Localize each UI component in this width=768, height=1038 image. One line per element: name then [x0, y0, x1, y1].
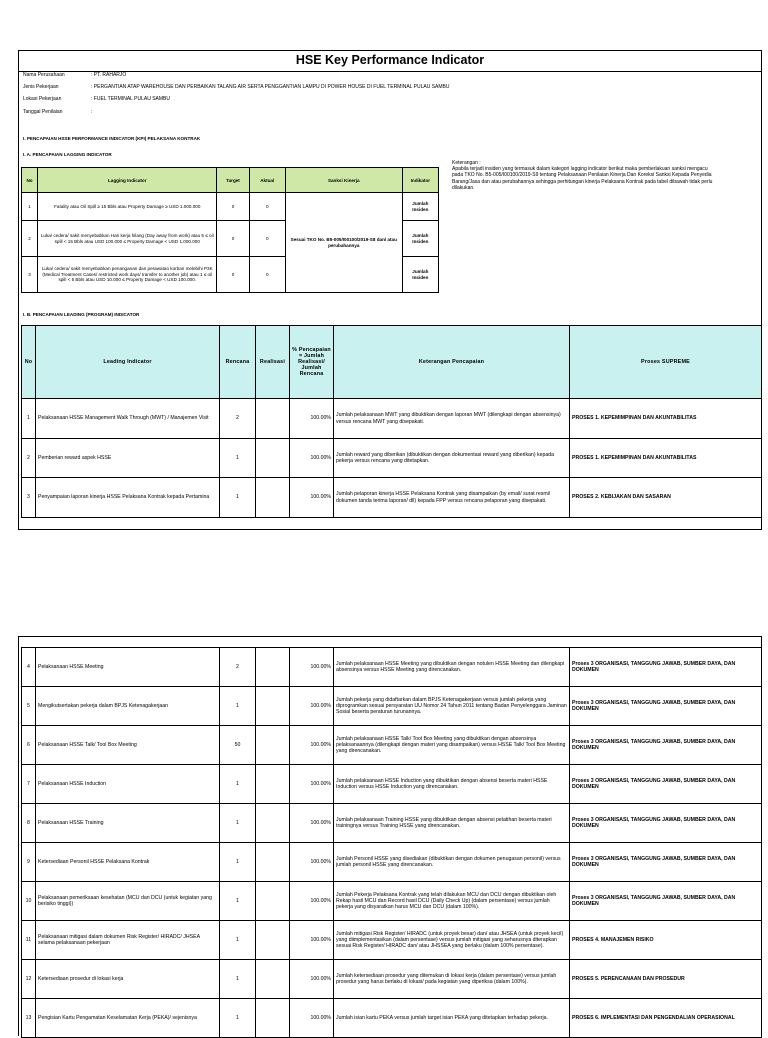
col-header-lagging-indicator: Lagging Indicator	[38, 168, 217, 193]
leading-indicator-table	[21, 325, 762, 518]
row-keterangan: Jumlah pelaksanaan HSSE Induction yang dibuktikan dengan absensi beserta materi HSSE Induction versus HSSE Induction yang direncanakan.	[334, 765, 570, 804]
meta-label: Tanggal Penilaian	[23, 109, 63, 115]
col-header-proses: Proses SUPREME	[570, 326, 762, 399]
meta-value: :	[91, 109, 93, 115]
row-indicator: Pelaksanaan HSSE Management Walk Through (MWT) / Manajemen Visit	[36, 399, 220, 439]
row-realisasi	[256, 399, 290, 439]
row-no: 13	[22, 999, 36, 1038]
table-row	[22, 921, 762, 960]
row-target: 0	[217, 257, 249, 293]
row-keterangan: Jumlah pelaporan kinerja HSSE Pelaksana Kontrak yang disampaikan (by email/ surat resmi/ dokumen tanda terima laporan/ dll) kepada FPP versus rencana pelaporan yang disepakati.	[334, 478, 570, 518]
row-no: 4	[22, 648, 36, 687]
row-no: 2	[22, 439, 36, 478]
table-row	[22, 765, 762, 804]
row-realisasi	[256, 439, 290, 478]
row-no: 9	[22, 843, 36, 882]
meta-value: : FUEL TERMINAL PULAU SAMBU	[91, 96, 170, 102]
row-realisasi	[256, 882, 290, 921]
table-header-row	[22, 168, 439, 193]
row-keterangan: Jumlah isian kartu PEKA versus jumlah target isian PEKA yang ditetapkan terhadap pekerja.	[334, 999, 570, 1038]
row-rencana: 1	[220, 999, 256, 1038]
row-indicator: Ketersediaan prosedur di lokasi kerja	[36, 960, 220, 999]
row-aktual: 0	[249, 257, 285, 293]
meta-row-location	[23, 96, 753, 104]
kpi-frame	[18, 50, 762, 530]
row-indikator: Jumlah Insiden	[402, 221, 438, 257]
row-no: 10	[22, 882, 36, 921]
row-proses: Proses 3 ORGANISASI, TANGGUNG JAWAB, SUMBER DAYA, DAN DOKUMEN	[570, 687, 762, 726]
row-no: 5	[22, 687, 36, 726]
row-keterangan: Jumlah mitigasi Risk Register/ HIRADC (untuk proyek besar) dan/ atau JHSEA (untuk proyek kecil) yang diimplementasikan (dalam persentase) versus jumlah mitigasi yang seharusnya diterapkan sesuai Risk Register/ HIRADC dan/ atau JHSSEA yang berlaku (dalam 100% persentase).	[334, 921, 570, 960]
row-indicator: Pemberian reward aspek HSSE	[36, 439, 220, 478]
table-row	[22, 439, 762, 478]
row-pencapaian: 100.00%	[290, 843, 334, 882]
table-row	[22, 882, 762, 921]
row-keterangan: Jumlah Personil HSSE yang disediakan (dibuktikan dengan dokumen penugasan personil) versus jumlah personil HSSE yang direncanakan.	[334, 843, 570, 882]
row-no: 1	[22, 193, 38, 221]
row-realisasi	[256, 960, 290, 999]
table-row	[22, 478, 762, 518]
row-indicator: Pelaksanaan pemeriksaan kesehatan (MCU dan DCU (untuk kegiatan yang berisiko tinggi))	[36, 882, 220, 921]
row-indicator: Fatality atau Oil Spill ≥ 15 Bbls atau Property Damage ≥ USD 1.000.000	[38, 193, 217, 221]
row-rencana: 1	[220, 765, 256, 804]
document-page-2	[0, 636, 768, 1024]
meta-label: Nama Perusahaan	[23, 72, 65, 78]
row-rencana: 1	[220, 843, 256, 882]
table-header-row	[22, 326, 762, 399]
table-row	[22, 999, 762, 1038]
col-header-realisasi: Realisasi	[256, 326, 290, 399]
row-realisasi	[256, 804, 290, 843]
row-pencapaian: 100.00%	[290, 765, 334, 804]
sanksi-cell: Sesuai TKO No. B5-005/I00100/2019-S8 dan/ atau perubahannya	[285, 193, 402, 293]
section-heading-kpi: I. PENCAPAIAN HSSE PERFORMANCE INDICATOR (KPI) PELAKSANA KONTRAK	[23, 136, 201, 141]
row-indicator: Pelaksanaan mitigasi dalam dokumen Risk Register/ HIRADC/ JHSEA selama pelaksanaan pekerjaan	[36, 921, 220, 960]
row-indikator: Jumlah Insiden	[402, 257, 438, 293]
table-row	[22, 804, 762, 843]
row-indicator: Luka/ cedera/ sakit menyebabkan penanganan dan perawatan korban melebihi P3K (Medical Treatment Cases/ restricted work days/ transfer to another job) atau 1 ≤ oil spill < 5 Bbls atau USD 10.000 ≤ Property Damage < USD 100.000.	[38, 257, 217, 293]
row-realisasi	[256, 921, 290, 960]
row-proses: Proses 3 ORGANISASI, TANGGUNG JAWAB, SUMBER DAYA, DAN DOKUMEN	[570, 882, 762, 921]
row-indicator: Penyampaian laporan kinerja HSSE Pelaksana Kontrak kepada Pertamina	[36, 478, 220, 518]
row-realisasi	[256, 648, 290, 687]
meta-row-job	[23, 84, 753, 92]
col-header-sanksi: Sanksi Kinerja	[285, 168, 402, 193]
row-rencana: 1	[220, 687, 256, 726]
col-header-keterangan: Keterangan Pencapaian	[334, 326, 570, 399]
row-indicator: Pengisian Kartu Pengamatan Keselamatan Kerja (PEKA)/ sejenisnya	[36, 999, 220, 1038]
row-proses: PROSES 4. MANAJEMEN RISIKO	[570, 921, 762, 960]
row-rencana: 1	[220, 478, 256, 518]
lagging-note	[452, 160, 717, 191]
row-pencapaian: 100.00%	[290, 921, 334, 960]
table-row	[22, 193, 439, 221]
row-keterangan: Jumlah reward yang diberikan (dibuktikan dengan dokumentasi reward yang diberikan) kepada pekerja versus rencana yang ditetapkan.	[334, 439, 570, 478]
row-realisasi	[256, 843, 290, 882]
row-aktual: 0	[249, 221, 285, 257]
col-header-pencapaian: % Pencapaian = Jumlah Realisasi/ Jumlah Rencana	[290, 326, 334, 399]
row-pencapaian: 100.00%	[290, 999, 334, 1038]
row-indicator: Pelaksanaan HSSE Meeting	[36, 648, 220, 687]
col-header-no: No	[22, 168, 38, 193]
row-indicator: Pelaksanaan HSSE Induction	[36, 765, 220, 804]
col-header-indikator: Indikator	[402, 168, 438, 193]
row-no: 6	[22, 726, 36, 765]
col-header-no: No	[22, 326, 36, 399]
row-no: 3	[22, 478, 36, 518]
row-realisasi	[256, 478, 290, 518]
row-proses: Proses 3 ORGANISASI, TANGGUNG JAWAB, SUMBER DAYA, DAN DOKUMEN	[570, 765, 762, 804]
row-pencapaian: 100.00%	[290, 804, 334, 843]
row-indicator: Luka/ cedera/ sakit menyebabkan Hari kerja hilang (Day away from work) atau 5 ≤ oil spill < 15 Bbls atau USD 100.000 ≤ Property Damage < USD 1.000.000	[38, 221, 217, 257]
row-rencana: 1	[220, 439, 256, 478]
section-heading-leading: I. B. PENCAPAIAN LEADING (PROGRAM) INDICATOR	[23, 312, 140, 317]
row-realisasi	[256, 999, 290, 1038]
col-header-target: Target	[217, 168, 249, 193]
row-no: 12	[22, 960, 36, 999]
row-target: 0	[217, 221, 249, 257]
row-rencana: 2	[220, 399, 256, 439]
row-no: 2	[22, 221, 38, 257]
row-no: 7	[22, 765, 36, 804]
table-row	[22, 399, 762, 439]
table-row	[22, 648, 762, 687]
row-proses: Proses 3 ORGANISASI, TANGGUNG JAWAB, SUMBER DAYA, DAN DOKUMEN	[570, 804, 762, 843]
leading-indicator-table-continued	[21, 647, 762, 1038]
col-header-rencana: Rencana	[220, 326, 256, 399]
row-rencana: 1	[220, 804, 256, 843]
row-aktual: 0	[249, 193, 285, 221]
row-keterangan: Jumlah pelaksanaan Training HSSE yang dibuktikan dengan absensi pelatihan beserta materi trainingnya versus Training HSSE yang direncanakan.	[334, 804, 570, 843]
row-keterangan: Jumlah ketersediaan prosedur yang ditemukan di lokasi kerja (dalam persentase) versus jumlah prosedur yang harus berlaku di lokasi/ pada kegiatan yang diperiksa (dalam 100%).	[334, 960, 570, 999]
row-keterangan: Jumlah pelaksanaan HSSE Meeting yang dibuktikan dengan notulen HSSE Meeting dan dilengkapi absensinya versus HSSE Meeting yang direncanakan.	[334, 648, 570, 687]
meta-value: : PERGANTIAN ATAP WAREHOUSE DAN PERBAIKAN TALANG AIR SERTA PENGGANTIAN LAMPU DI POWER HOUSE DI FUEL TERMINAL PULAU SAMBU	[91, 84, 450, 90]
table-row	[22, 726, 762, 765]
row-proses: PROSES 1. KEPEMIMPINAN DAN AKUNTABILITAS	[570, 439, 762, 478]
row-pencapaian: 100.00%	[290, 648, 334, 687]
row-rencana: 1	[220, 960, 256, 999]
row-pencapaian: 100.00%	[290, 478, 334, 518]
meta-label: Jenis Pekerjaan	[23, 84, 59, 90]
meta-row-company	[23, 72, 753, 80]
note-text: Keterangan : Apabila terjadi insiden yang termasuk dalam kategori lagging indicator berikut maka pemberlakuan sanksi mengacu pada TKO No. B5-005/I00100/2019-S9 tentang Pelaksanaan Penilaian Kinerja Dan Koreksi Sanksi Kepada Penyedia Barang/Jasa dan atau perubahannya sehingga perhitungan kinerja Pelaksana Kontrak pada tabel dibawah tidak perlu dilakukan.	[452, 160, 713, 191]
row-realisasi	[256, 726, 290, 765]
row-pencapaian: 100.00%	[290, 960, 334, 999]
table-row	[22, 843, 762, 882]
row-realisasi	[256, 765, 290, 804]
meta-value: : PT. RAHARJO	[91, 72, 127, 78]
table-row	[22, 960, 762, 999]
row-keterangan: Jumlah pelaksanaan HSSE Talk/ Tool Box Meeting yang dibuktikan dengan absensinya pelaksanaannya (dilengkapi dengan materi yang disampaikan) versus HSSE Talk/ Tool Box Meeting yang direncanakan.	[334, 726, 570, 765]
row-no: 11	[22, 921, 36, 960]
row-proses: PROSES 1. KEPEMIMPINAN DAN AKUNTABILITAS	[570, 399, 762, 439]
row-proses: Proses 3 ORGANISASI, TANGGUNG JAWAB, SUMBER DAYA, DAN DOKUMEN	[570, 843, 762, 882]
meta-row-date	[23, 109, 753, 117]
section-heading-lagging: I. A. PENCAPAIAN LAGGING INDICATOR	[23, 152, 112, 157]
kpi-frame-continued	[18, 636, 762, 1036]
row-pencapaian: 100.00%	[290, 687, 334, 726]
row-proses: Proses 3 ORGANISASI, TANGGUNG JAWAB, SUMBER DAYA, DAN DOKUMEN	[570, 648, 762, 687]
row-indicator: Pelaksanaan HSSE Training	[36, 804, 220, 843]
row-rencana: 1	[220, 882, 256, 921]
lagging-indicator-table	[21, 167, 439, 293]
row-indicator: Ketersediaan Personil HSSE Pelaksana Kontrak	[36, 843, 220, 882]
row-no: 3	[22, 257, 38, 293]
row-no: 1	[22, 399, 36, 439]
row-target: 0	[217, 193, 249, 221]
meta-label: Lokasi Pekerjaan	[23, 96, 62, 102]
row-pencapaian: 100.00%	[290, 882, 334, 921]
row-proses: PROSES 6. IMPLEMENTASI DAN PENGENDALIAN OPERASIONAL	[570, 999, 762, 1038]
col-header-leading-indicator: Leading Indicator	[36, 326, 220, 399]
row-rencana: 1	[220, 921, 256, 960]
row-keterangan: Jumlah pelaksanaan MWT yang dibuktikan dengan laporan MWT (dilengkapi dengan absensinya) versus rencana MWT yang disepakati.	[334, 399, 570, 439]
row-indicator: Pelaksanaan HSSE Talk/ Tool Box Meeting	[36, 726, 220, 765]
col-header-aktual: Aktual	[249, 168, 285, 193]
row-proses: Proses 3 ORGANISASI, TANGGUNG JAWAB, SUMBER DAYA, DAN DOKUMEN	[570, 726, 762, 765]
row-proses: PROSES 5. PERENCANAAN DAN PROSEDUR	[570, 960, 762, 999]
row-realisasi	[256, 687, 290, 726]
table-row	[22, 687, 762, 726]
row-pencapaian: 100.00%	[290, 726, 334, 765]
page-title: HSE Key Performance Indicator	[295, 53, 485, 67]
row-rencana: 50	[220, 726, 256, 765]
row-indikator: Jumlah Insiden	[402, 193, 438, 221]
row-no: 8	[22, 804, 36, 843]
row-pencapaian: 100.00%	[290, 439, 334, 478]
row-rencana: 2	[220, 648, 256, 687]
row-indicator: Mengikutsertakan pekerja dalam BPJS Ketenagakerjaan	[36, 687, 220, 726]
row-keterangan: Jumlah pekerja yang didaftarkan dalam BPJS Ketenagakerjaan versus jumlah pekerja yang diprogramkan sesuai persyaratan UU Nomor 24 Tahun 2011 tentang Badan Penyelenggara Jaminan Sosial beserta peraturan turunannya.	[334, 687, 570, 726]
row-pencapaian: 100.00%	[290, 399, 334, 439]
row-keterangan: Jumlah Pekerja Pelaksana Kontrak yang telah dilakukan MCU dan DCU dengan dibuktikan oleh Rekap hasil MCU dan Record hasil DCU (Daily Check Up) (dalam persentase) versus jumlah pekerja yang disyaratkan harus MCU dan DCU (dalam 100%).	[334, 882, 570, 921]
row-proses: PROSES 2. KEBIJAKAN DAN SASARAN	[570, 478, 762, 518]
